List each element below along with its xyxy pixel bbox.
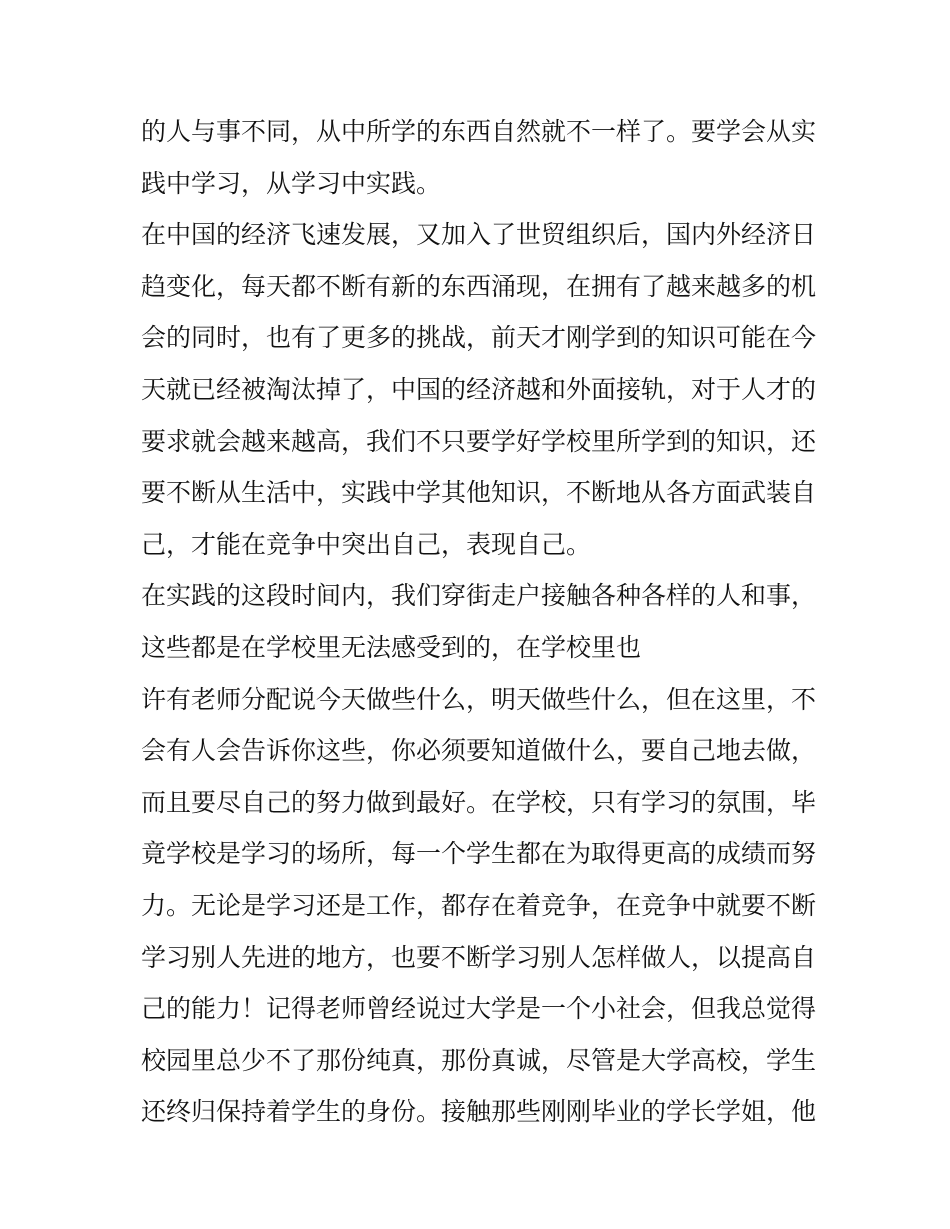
text-line-19: 校园里总少不了那份纯真，那份真诚，尽管是大学高校，学生 [141, 1045, 817, 1075]
text-line-9: 己，才能在竞争中突出自己，表现自己。 [141, 529, 592, 559]
text-line-20: 还终归保持着学生的身份。接触那些刚刚毕业的学长学姐，他 [141, 1097, 817, 1127]
text-line-4: 趋变化，每天都不断有新的东西涌现，在拥有了越来越多的机 [141, 271, 817, 301]
text-line-8: 要不断从生活中，实践中学其他知识，不断地从各方面武装自 [141, 478, 817, 508]
text-line-10: 在实践的这段时间内，我们穿街走户接触各种各样的人和事， [141, 581, 817, 611]
text-line-16: 力。无论是学习还是工作，都存在着竞争，在竞争中就要不断 [141, 890, 817, 920]
text-line-6: 天就已经被淘汰掉了，中国的经济越和外面接轨，对于人才的 [141, 374, 817, 404]
text-line-11: 这些都是在学校里无法感受到的，在学校里也 [141, 632, 642, 662]
text-line-1: 的人与事不同，从中所学的东西自然就不一样了。要学会从实 [141, 117, 817, 146]
text-line-3: 在中国的经济飞速发展，又加入了世贸组织后，国内外经济日 [141, 220, 817, 250]
text-line-17: 学习别人先进的地方，也要不断学习别人怎样做人，以提高自 [141, 942, 817, 972]
text-line-7: 要求就会越来越高，我们不只要学好学校里所学到的知识，还 [141, 426, 817, 456]
text-line-12: 许有老师分配说今天做些什么，明天做些什么，但在这里，不 [141, 684, 817, 714]
text-line-2: 践中学习，从学习中实践。 [141, 168, 442, 198]
text-line-15: 竟学校是学习的场所，每一个学生都在为取得更高的成绩而努 [141, 839, 817, 869]
text-line-5: 会的同时，也有了更多的挑战，前天才刚学到的知识可能在今 [141, 323, 817, 353]
text-line-13: 会有人会告诉你这些，你必须要知道做什么，要自己地去做， [141, 736, 817, 766]
text-line-18: 己的能力！记得老师曾经说过大学是一个小社会，但我总觉得 [141, 994, 817, 1024]
body-text [141, 106, 821, 1138]
text-line-14: 而且要尽自己的努力做到最好。在学校，只有学习的氛围，毕 [141, 787, 817, 817]
